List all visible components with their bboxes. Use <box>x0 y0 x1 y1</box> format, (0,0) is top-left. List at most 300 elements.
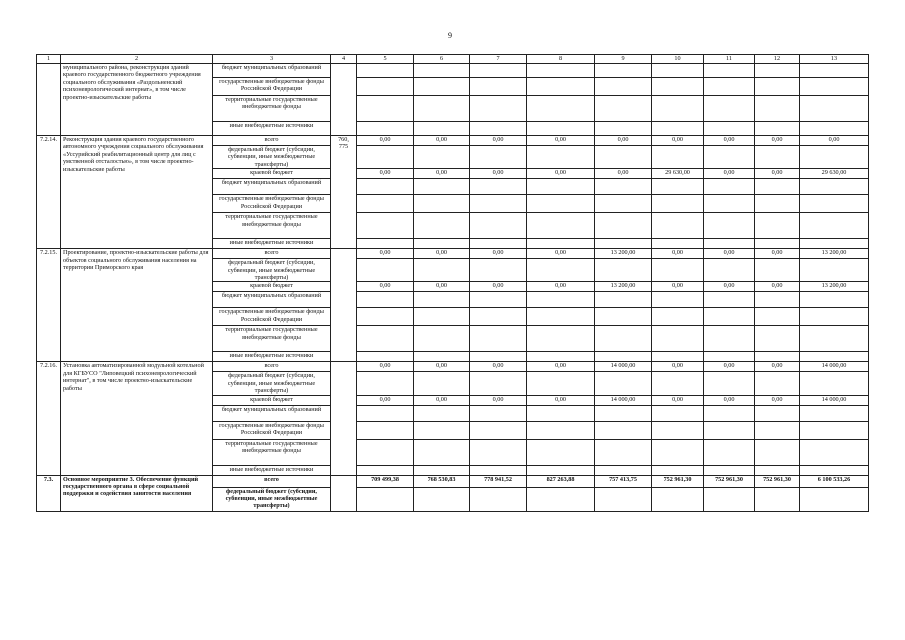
amount-col-9: 13 200,00 <box>595 249 652 259</box>
amount-col-13 <box>800 308 869 326</box>
amount-col-13: 14 000,00 <box>800 395 869 405</box>
amount-col-13: 13 200,00 <box>800 249 869 259</box>
budget-table <box>36 54 869 512</box>
amount-col-11 <box>704 352 755 362</box>
column-number-10: 10 <box>652 55 704 64</box>
item-title: муниципального района, реконструкция зданий краевого государственного бюджетного учреждения социального обслуживания «Раздольненский психоневрологический интернат», в том числе проектно-изыскательские работы <box>61 64 213 136</box>
amount-col-6: 0,00 <box>414 249 470 259</box>
amount-col-12: 0,00 <box>755 169 800 179</box>
amount-col-7 <box>470 96 527 122</box>
column-number-4: 4 <box>331 55 357 64</box>
amount-col-5 <box>357 405 414 421</box>
amount-col-11: 0,00 <box>704 136 755 146</box>
amount-col-13 <box>800 195 869 213</box>
amount-col-13: 6 100 533,26 <box>800 475 869 487</box>
amount-col-5 <box>357 195 414 213</box>
amount-col-12 <box>755 96 800 122</box>
amount-col-8 <box>527 213 595 239</box>
funding-source: краевой бюджет <box>213 169 331 179</box>
amount-col-11 <box>704 179 755 195</box>
funding-source: иные внебюджетные источники <box>213 122 331 136</box>
amount-col-13 <box>800 122 869 136</box>
amount-col-13 <box>800 405 869 421</box>
amount-col-12 <box>755 259 800 282</box>
amount-col-7 <box>470 421 527 439</box>
amount-col-13 <box>800 78 869 96</box>
amount-col-13: 0,00 <box>800 136 869 146</box>
amount-col-5 <box>357 421 414 439</box>
amount-col-11 <box>704 259 755 282</box>
item-title: Основное мероприятие 3. Обеспечение функций государственного органа в сфере социальной поддержки и содействия занятости населения <box>61 475 213 511</box>
amount-col-10 <box>652 179 704 195</box>
amount-col-11: 0,00 <box>704 169 755 179</box>
amount-col-5 <box>357 439 414 465</box>
funding-source: иные внебюджетные источники <box>213 239 331 249</box>
amount-col-10 <box>652 122 704 136</box>
amount-col-12 <box>755 326 800 352</box>
amount-col-5 <box>357 308 414 326</box>
amount-col-11 <box>704 146 755 169</box>
item-code: 7.2.15. <box>37 249 61 362</box>
table-row <box>37 249 869 259</box>
amount-col-12: 0,00 <box>755 249 800 259</box>
column-number-7: 7 <box>470 55 527 64</box>
amount-col-9: 14 000,00 <box>595 362 652 372</box>
amount-col-8 <box>527 405 595 421</box>
amount-col-8: 0,00 <box>527 362 595 372</box>
amount-col-8 <box>527 326 595 352</box>
amount-col-11 <box>704 487 755 511</box>
amount-col-8 <box>527 421 595 439</box>
amount-col-13 <box>800 259 869 282</box>
funding-source: государственные внебюджетные фонды Российской Федерации <box>213 308 331 326</box>
amount-col-8 <box>527 239 595 249</box>
amount-col-11 <box>704 213 755 239</box>
amount-col-10 <box>652 439 704 465</box>
amount-col-10 <box>652 465 704 475</box>
amount-col-12: 0,00 <box>755 136 800 146</box>
funding-source: федеральный бюджет (субсидии, субвенции, иные межбюджетные трансферты) <box>213 146 331 169</box>
amount-col-5 <box>357 64 414 78</box>
table-row <box>37 475 869 487</box>
funding-source: иные внебюджетные источники <box>213 352 331 362</box>
amount-col-11 <box>704 465 755 475</box>
amount-col-7: 0,00 <box>470 395 527 405</box>
amount-col-10 <box>652 352 704 362</box>
item-code <box>37 64 61 136</box>
amount-col-10 <box>652 259 704 282</box>
amount-col-6 <box>414 96 470 122</box>
amount-col-5: 709 499,38 <box>357 475 414 487</box>
amount-col-12 <box>755 352 800 362</box>
amount-col-6 <box>414 239 470 249</box>
amount-col-5 <box>357 179 414 195</box>
amount-col-7: 0,00 <box>470 282 527 292</box>
amount-col-12 <box>755 179 800 195</box>
amount-col-6 <box>414 465 470 475</box>
funding-source: бюджет муниципальных образований <box>213 405 331 421</box>
amount-col-6 <box>414 405 470 421</box>
amount-col-7: 778 941,52 <box>470 475 527 487</box>
amount-col-7: 0,00 <box>470 169 527 179</box>
amount-col-7 <box>470 308 527 326</box>
table-row <box>37 136 869 146</box>
amount-col-6 <box>414 421 470 439</box>
amount-col-7: 0,00 <box>470 362 527 372</box>
amount-col-9 <box>595 487 652 511</box>
amount-col-13 <box>800 179 869 195</box>
amount-col-13 <box>800 465 869 475</box>
column-number-8: 8 <box>527 55 595 64</box>
item-title: Проектирование, проектно-изыскательские работы для объектов социального обслуживания населения на территории Приморского края <box>61 249 213 362</box>
amount-col-8: 0,00 <box>527 169 595 179</box>
funding-source: краевой бюджет <box>213 282 331 292</box>
amount-col-8 <box>527 292 595 308</box>
amount-col-6 <box>414 78 470 96</box>
amount-col-5 <box>357 239 414 249</box>
amount-col-10: 752 961,30 <box>652 475 704 487</box>
funding-source: федеральный бюджет (субсидии, субвенции, иные межбюджетные трансферты) <box>213 259 331 282</box>
amount-col-8 <box>527 465 595 475</box>
column-number-1: 1 <box>37 55 61 64</box>
amount-col-7 <box>470 259 527 282</box>
amount-col-7 <box>470 239 527 249</box>
amount-col-6 <box>414 64 470 78</box>
amount-col-9: 14 000,00 <box>595 395 652 405</box>
amount-col-7 <box>470 146 527 169</box>
amount-col-7 <box>470 405 527 421</box>
funding-source: бюджет муниципальных образований <box>213 292 331 308</box>
amount-col-5 <box>357 146 414 169</box>
column-number-5: 5 <box>357 55 414 64</box>
amount-col-12 <box>755 421 800 439</box>
amount-col-11 <box>704 96 755 122</box>
amount-col-5: 0,00 <box>357 282 414 292</box>
amount-col-8 <box>527 64 595 78</box>
amount-col-12 <box>755 239 800 249</box>
amount-col-8: 0,00 <box>527 136 595 146</box>
funding-source: территориальные государственные внебюджетные фонды <box>213 96 331 122</box>
amount-col-6 <box>414 372 470 395</box>
funding-source: всего <box>213 362 331 372</box>
amount-col-11 <box>704 439 755 465</box>
amount-col-11: 752 961,30 <box>704 475 755 487</box>
amount-col-5 <box>357 352 414 362</box>
table-row <box>37 64 869 78</box>
amount-col-5 <box>357 122 414 136</box>
grbs-code <box>331 249 357 362</box>
amount-col-8 <box>527 372 595 395</box>
column-number-12: 12 <box>755 55 800 64</box>
amount-col-6: 0,00 <box>414 362 470 372</box>
amount-col-8 <box>527 146 595 169</box>
amount-col-7 <box>470 78 527 96</box>
grbs-code <box>331 362 357 475</box>
amount-col-5 <box>357 326 414 352</box>
amount-col-11 <box>704 308 755 326</box>
amount-col-6 <box>414 308 470 326</box>
grbs-code <box>331 475 357 511</box>
amount-col-5: 0,00 <box>357 249 414 259</box>
amount-col-9 <box>595 259 652 282</box>
amount-col-11 <box>704 326 755 352</box>
amount-col-9: 757 413,75 <box>595 475 652 487</box>
amount-col-11 <box>704 195 755 213</box>
amount-col-9 <box>595 78 652 96</box>
amount-col-7 <box>470 179 527 195</box>
amount-col-5: 0,00 <box>357 395 414 405</box>
amount-col-7 <box>470 487 527 511</box>
amount-col-7: 0,00 <box>470 136 527 146</box>
amount-col-9 <box>595 122 652 136</box>
amount-col-13 <box>800 239 869 249</box>
funding-source: иные внебюджетные источники <box>213 465 331 475</box>
amount-col-9 <box>595 465 652 475</box>
funding-source: территориальные государственные внебюджетные фонды <box>213 213 331 239</box>
amount-col-10 <box>652 326 704 352</box>
amount-col-5 <box>357 372 414 395</box>
amount-col-9 <box>595 195 652 213</box>
amount-col-10 <box>652 421 704 439</box>
amount-col-5 <box>357 96 414 122</box>
amount-col-9 <box>595 405 652 421</box>
amount-col-7 <box>470 326 527 352</box>
amount-col-9 <box>595 372 652 395</box>
amount-col-8: 0,00 <box>527 282 595 292</box>
amount-col-6: 768 530,83 <box>414 475 470 487</box>
amount-col-10: 0,00 <box>652 395 704 405</box>
funding-source: федеральный бюджет (субсидии, субвенции, иные межбюджетные трансферты) <box>213 487 331 511</box>
amount-col-10 <box>652 195 704 213</box>
amount-col-11 <box>704 292 755 308</box>
amount-col-12 <box>755 308 800 326</box>
funding-source: государственные внебюджетные фонды Российской Федерации <box>213 195 331 213</box>
item-title: Установка автоматизированной модульной котельной для КГБУСО "Липовецкий психоневрологический интернат", в том числе проектно-изыскательские работы <box>61 362 213 475</box>
amount-col-6: 0,00 <box>414 136 470 146</box>
funding-source: территориальные государственные внебюджетные фонды <box>213 439 331 465</box>
amount-col-10: 29 630,00 <box>652 169 704 179</box>
page-number: 9 <box>448 31 452 40</box>
amount-col-10 <box>652 239 704 249</box>
amount-col-11: 0,00 <box>704 282 755 292</box>
amount-col-11 <box>704 78 755 96</box>
item-code: 7.2.16. <box>37 362 61 475</box>
amount-col-9: 0,00 <box>595 136 652 146</box>
amount-col-8 <box>527 78 595 96</box>
amount-col-12 <box>755 405 800 421</box>
amount-col-6 <box>414 179 470 195</box>
amount-col-9: 13 200,00 <box>595 282 652 292</box>
amount-col-7 <box>470 122 527 136</box>
amount-col-8 <box>527 122 595 136</box>
amount-col-9 <box>595 326 652 352</box>
grbs-code <box>331 64 357 136</box>
amount-col-6 <box>414 122 470 136</box>
amount-col-10: 0,00 <box>652 249 704 259</box>
amount-col-9 <box>595 352 652 362</box>
amount-col-13 <box>800 487 869 511</box>
amount-col-12 <box>755 64 800 78</box>
item-code: 7.2.14. <box>37 136 61 249</box>
amount-col-7 <box>470 439 527 465</box>
amount-col-12 <box>755 372 800 395</box>
amount-col-7 <box>470 195 527 213</box>
amount-col-13: 14 000,00 <box>800 362 869 372</box>
amount-col-8 <box>527 259 595 282</box>
amount-col-6 <box>414 195 470 213</box>
amount-col-13 <box>800 352 869 362</box>
amount-col-12 <box>755 213 800 239</box>
amount-col-12 <box>755 439 800 465</box>
amount-col-6 <box>414 326 470 352</box>
column-number-3: 3 <box>213 55 331 64</box>
item-code: 7.3. <box>37 475 61 511</box>
amount-col-12 <box>755 465 800 475</box>
amount-col-11: 0,00 <box>704 362 755 372</box>
column-number-13: 13 <box>800 55 869 64</box>
amount-col-12: 0,00 <box>755 282 800 292</box>
amount-col-7 <box>470 372 527 395</box>
amount-col-6: 0,00 <box>414 282 470 292</box>
amount-col-12 <box>755 292 800 308</box>
amount-col-7 <box>470 213 527 239</box>
column-number-11: 11 <box>704 55 755 64</box>
amount-col-5: 0,00 <box>357 136 414 146</box>
amount-col-8 <box>527 96 595 122</box>
amount-col-10 <box>652 308 704 326</box>
amount-col-5: 0,00 <box>357 362 414 372</box>
amount-col-10 <box>652 292 704 308</box>
amount-col-6 <box>414 487 470 511</box>
amount-col-6 <box>414 292 470 308</box>
amount-col-6 <box>414 259 470 282</box>
amount-col-9 <box>595 421 652 439</box>
funding-source: краевой бюджет <box>213 395 331 405</box>
amount-col-12 <box>755 195 800 213</box>
amount-col-9 <box>595 96 652 122</box>
amount-col-13: 29 630,00 <box>800 169 869 179</box>
amount-col-5 <box>357 78 414 96</box>
amount-col-8: 827 263,88 <box>527 475 595 487</box>
amount-col-12: 0,00 <box>755 395 800 405</box>
amount-col-11 <box>704 239 755 249</box>
funding-source: всего <box>213 136 331 146</box>
amount-col-10 <box>652 146 704 169</box>
amount-col-7 <box>470 64 527 78</box>
amount-col-6: 0,00 <box>414 395 470 405</box>
amount-col-12 <box>755 146 800 169</box>
amount-col-10: 0,00 <box>652 282 704 292</box>
amount-col-5 <box>357 292 414 308</box>
funding-source: территориальные государственные внебюджетные фонды <box>213 326 331 352</box>
funding-source: государственные внебюджетные фонды Российской Федерации <box>213 421 331 439</box>
amount-col-8: 0,00 <box>527 249 595 259</box>
amount-col-10: 0,00 <box>652 136 704 146</box>
amount-col-10 <box>652 487 704 511</box>
amount-col-6 <box>414 352 470 362</box>
funding-source: государственные внебюджетные фонды Российской Федерации <box>213 78 331 96</box>
amount-col-13 <box>800 213 869 239</box>
amount-col-9 <box>595 213 652 239</box>
amount-col-9 <box>595 439 652 465</box>
amount-col-5: 0,00 <box>357 169 414 179</box>
amount-col-6: 0,00 <box>414 169 470 179</box>
amount-col-6 <box>414 213 470 239</box>
amount-col-9 <box>595 308 652 326</box>
amount-col-13 <box>800 439 869 465</box>
amount-col-10 <box>652 405 704 421</box>
amount-col-10 <box>652 78 704 96</box>
amount-col-13 <box>800 96 869 122</box>
table-row <box>37 362 869 372</box>
amount-col-10 <box>652 213 704 239</box>
amount-col-5 <box>357 259 414 282</box>
funding-source: бюджет муниципальных образований <box>213 179 331 195</box>
amount-col-13 <box>800 146 869 169</box>
amount-col-6 <box>414 146 470 169</box>
amount-col-11 <box>704 421 755 439</box>
amount-col-9 <box>595 239 652 249</box>
amount-col-12: 752 961,30 <box>755 475 800 487</box>
amount-col-11 <box>704 122 755 136</box>
amount-col-5 <box>357 465 414 475</box>
amount-col-10 <box>652 64 704 78</box>
amount-col-7 <box>470 352 527 362</box>
amount-col-9 <box>595 64 652 78</box>
amount-col-11 <box>704 372 755 395</box>
amount-col-8: 0,00 <box>527 395 595 405</box>
amount-col-9 <box>595 179 652 195</box>
grbs-code: 760, 775 <box>331 136 357 249</box>
item-title: Реконструкция здания краевого государственного автономного учреждения социального обслуживания «Уссурийский реабилитационный центр для лиц с умственной отсталостью», в том числе проектно-изыскательские работы <box>61 136 213 249</box>
amount-col-10: 0,00 <box>652 362 704 372</box>
amount-col-12 <box>755 78 800 96</box>
amount-col-5 <box>357 213 414 239</box>
amount-col-6 <box>414 439 470 465</box>
amount-col-11: 0,00 <box>704 249 755 259</box>
amount-col-11: 0,00 <box>704 395 755 405</box>
amount-col-10 <box>652 96 704 122</box>
amount-col-8 <box>527 195 595 213</box>
amount-col-8 <box>527 352 595 362</box>
amount-col-8 <box>527 487 595 511</box>
amount-col-12 <box>755 487 800 511</box>
funding-source: всего <box>213 475 331 487</box>
amount-col-9 <box>595 292 652 308</box>
amount-col-7 <box>470 292 527 308</box>
amount-col-11 <box>704 64 755 78</box>
amount-col-8 <box>527 308 595 326</box>
column-number-9: 9 <box>595 55 652 64</box>
amount-col-12: 0,00 <box>755 362 800 372</box>
amount-col-10 <box>652 372 704 395</box>
amount-col-12 <box>755 122 800 136</box>
amount-col-11 <box>704 405 755 421</box>
amount-col-7: 0,00 <box>470 249 527 259</box>
amount-col-7 <box>470 465 527 475</box>
funding-source: бюджет муниципальных образований <box>213 64 331 78</box>
column-number-2: 2 <box>61 55 213 64</box>
amount-col-13 <box>800 326 869 352</box>
amount-col-5 <box>357 487 414 511</box>
amount-col-13: 13 200,00 <box>800 282 869 292</box>
amount-col-13 <box>800 64 869 78</box>
amount-col-9: 0,00 <box>595 169 652 179</box>
funding-source: всего <box>213 249 331 259</box>
amount-col-8 <box>527 179 595 195</box>
header-row <box>37 55 869 64</box>
funding-source: федеральный бюджет (субсидии, субвенции, иные межбюджетные трансферты) <box>213 372 331 395</box>
